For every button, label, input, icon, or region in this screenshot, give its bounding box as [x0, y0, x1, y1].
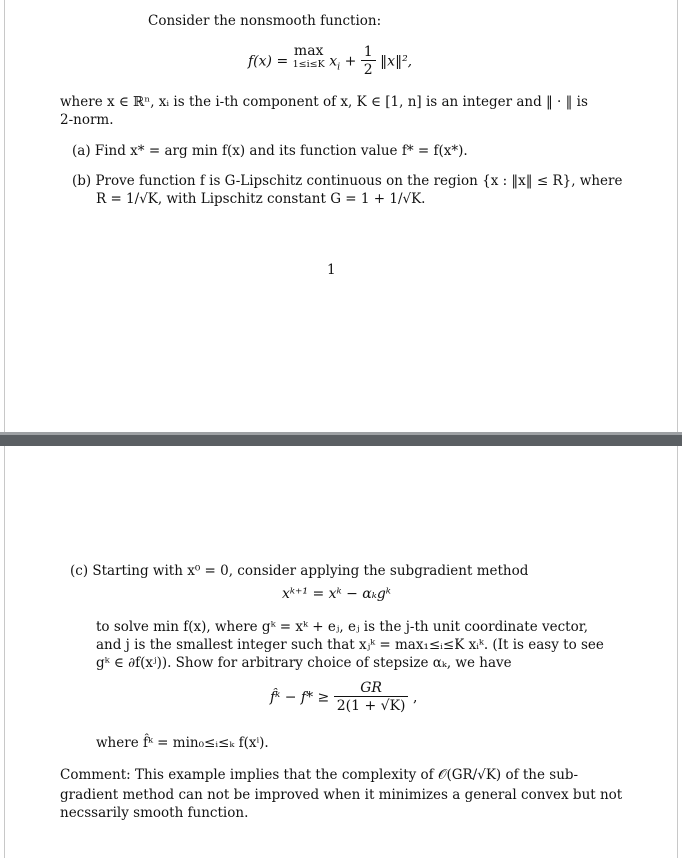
item-b-line-2: R = 1/√K, with Lipschitz constant G = 1 + 1/√K.	[96, 191, 426, 207]
formula-norm: ‖x‖²,	[380, 53, 413, 70]
page-border-right	[677, 0, 678, 432]
bound-lhs: f̂ᵏ − f* ≥	[270, 689, 334, 706]
formula-lhs: f(x) =	[248, 53, 293, 70]
formula-x: x	[329, 53, 338, 70]
page-border-right	[677, 446, 678, 858]
bound-tail: ,	[412, 689, 418, 706]
bound-formula	[270, 680, 417, 715]
formula-plus: +	[344, 53, 361, 70]
formula-fraction: $\frac{1}{2}$	[361, 44, 376, 79]
comment-line-1: Comment: This example implies that the complexity of 𝒪(GR/√K) of the sub-	[60, 767, 579, 783]
max-operator: max 1≤i≤K	[292, 43, 325, 70]
page-border-left	[4, 0, 5, 432]
bound-fraction: $\frac{GR}{2(1 + √K)}$	[334, 680, 409, 715]
update-rule: xᵏ⁺¹ = xᵏ − αₖgᵏ	[282, 586, 391, 602]
formula-sub-i: i	[337, 61, 341, 73]
item-c-line-1: (c) Starting with x⁰ = 0, consider applying the subgradient method	[70, 563, 529, 579]
solve-line-3: gᵏ ∈ ∂f(xʲ)). Show for arbitrary choice of stepsize αₖ, we have	[96, 655, 512, 671]
document-page-2	[0, 446, 682, 858]
where-line-1: where x ∈ ℝⁿ, xᵢ is the i-th component of x, K ∈ [1, n] is an integer and ‖ · ‖ is	[60, 94, 588, 110]
where-fhat: where f̂ᵏ = min₀≤ᵢ≤ₖ f(xⁱ).	[96, 735, 269, 751]
item-b-line-1: (b) Prove function f is G-Lipschitz continuous on the region {x : ‖x‖ ≤ R}, where	[72, 173, 623, 189]
where-line-2: 2-norm.	[60, 112, 114, 128]
comment-line-2: gradient method can not be improved when it minimizes a general convex but not	[60, 787, 623, 803]
intro-text: Consider the nonsmooth function:	[148, 13, 382, 29]
item-a: (a) Find x* = arg min f(x) and its function value f* = f(x*).	[72, 143, 468, 159]
comment-line-3: necssarily smooth function.	[60, 805, 249, 821]
solve-line-2: and j is the smallest integer such that xⱼᵏ = max₁≤ᵢ≤K xᵢᵏ. (It is easy to see	[96, 637, 604, 653]
page-border-left	[4, 446, 5, 858]
main-formula	[248, 44, 412, 79]
page-separator-highlight	[0, 432, 682, 435]
solve-line-1: to solve min f(x), where gᵏ = xᵏ + eⱼ, eⱼ is the j-th unit coordinate vector,	[96, 619, 588, 635]
page-number: 1	[327, 262, 336, 278]
